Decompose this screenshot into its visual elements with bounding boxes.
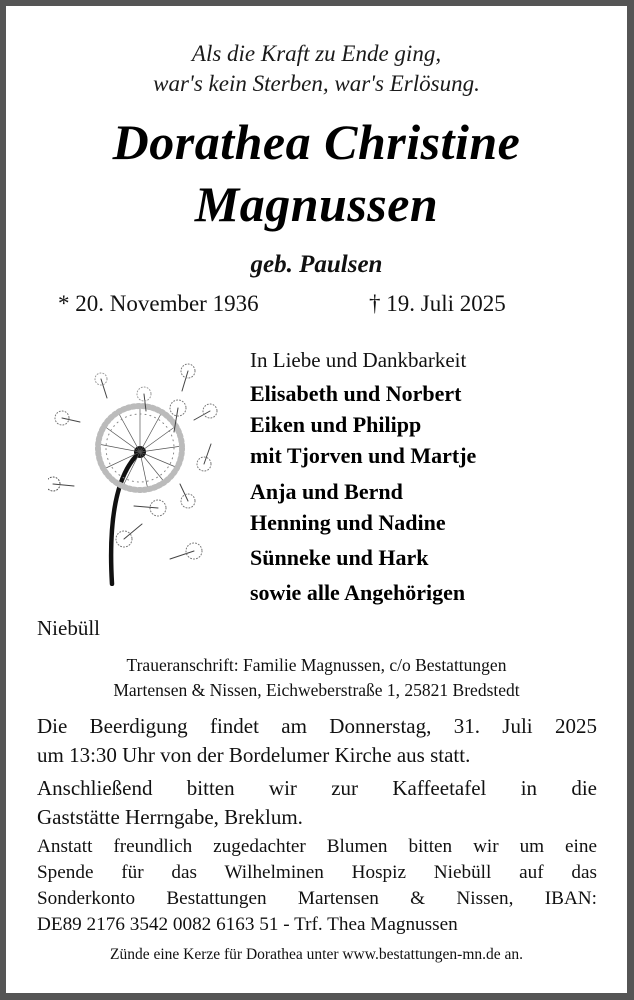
mourner-line: Sünneke und Hark bbox=[250, 545, 429, 570]
mourning-address bbox=[6, 653, 627, 703]
mourners-intro: In Liebe und Dankbarkeit bbox=[250, 348, 467, 372]
funeral-line-1: Die Beerdigung findet am Donnerstag, 31. Juli 2025 bbox=[37, 714, 597, 738]
mourner-line: Elisabeth und Norbert bbox=[250, 381, 462, 406]
address-line-1: Traueranschrift: Familie Magnussen, c/o Bestattungen bbox=[126, 655, 507, 675]
dandelion-icon bbox=[48, 356, 238, 586]
deceased-first-names: Dorathea Christine bbox=[112, 114, 521, 170]
birth-date: * 20. November 1936 bbox=[58, 291, 259, 316]
donation-line-3: Sonderkonto Bestattungen Martensen & Nissen, IBAN: bbox=[37, 888, 597, 909]
donation-line-4: DE89 2176 3542 0082 6163 51 - Trf. Thea Magnussen bbox=[37, 914, 458, 935]
funeral-info bbox=[37, 712, 597, 770]
donation-line-2: Spende für das Wilhelminen Hospiz Niebüll auf das bbox=[37, 862, 597, 883]
donation-line-1: Anstatt freundlich zugedachter Blumen bitten wir um eine bbox=[37, 836, 597, 857]
reception-line-2: Gaststätte Herrngabe, Breklum. bbox=[37, 805, 303, 829]
place: Niebüll bbox=[37, 616, 100, 640]
mourner-line: Anja und Bernd bbox=[250, 479, 403, 504]
death-date: † 19. Juli 2025 bbox=[369, 291, 506, 316]
funeral-line-2: um 13:30 Uhr von der Bordelumer Kirche aus statt. bbox=[37, 743, 471, 767]
mourner-line: sowie alle Angehörigen bbox=[250, 580, 466, 605]
motto bbox=[6, 39, 627, 99]
motto-line-1: Als die Kraft zu Ende ging, bbox=[191, 41, 442, 66]
motto-line-2: war's kein Sterben, war's Erlösung. bbox=[153, 71, 480, 96]
obituary-card bbox=[6, 6, 627, 993]
mourner-line: mit Tjorven und Martje bbox=[250, 443, 477, 468]
deceased-surname: Magnussen bbox=[194, 176, 439, 232]
mourner-line: Eiken und Philipp bbox=[250, 412, 422, 437]
footer-note: Zünde eine Kerze für Dorathea unter www.bestattungen-mn.de an. bbox=[109, 946, 524, 963]
maiden-name: geb. Paulsen bbox=[250, 251, 383, 278]
reception-line-1: Anschließend bitten wir zur Kaffeetafel in die bbox=[37, 776, 597, 800]
mourner-line: Henning und Nadine bbox=[250, 510, 446, 535]
reception-info bbox=[37, 774, 597, 832]
donation-info bbox=[37, 834, 597, 938]
deceased-name bbox=[6, 111, 627, 235]
address-line-2: Martensen & Nissen, Eichweberstraße 1, 25821 Bredstedt bbox=[113, 680, 520, 700]
